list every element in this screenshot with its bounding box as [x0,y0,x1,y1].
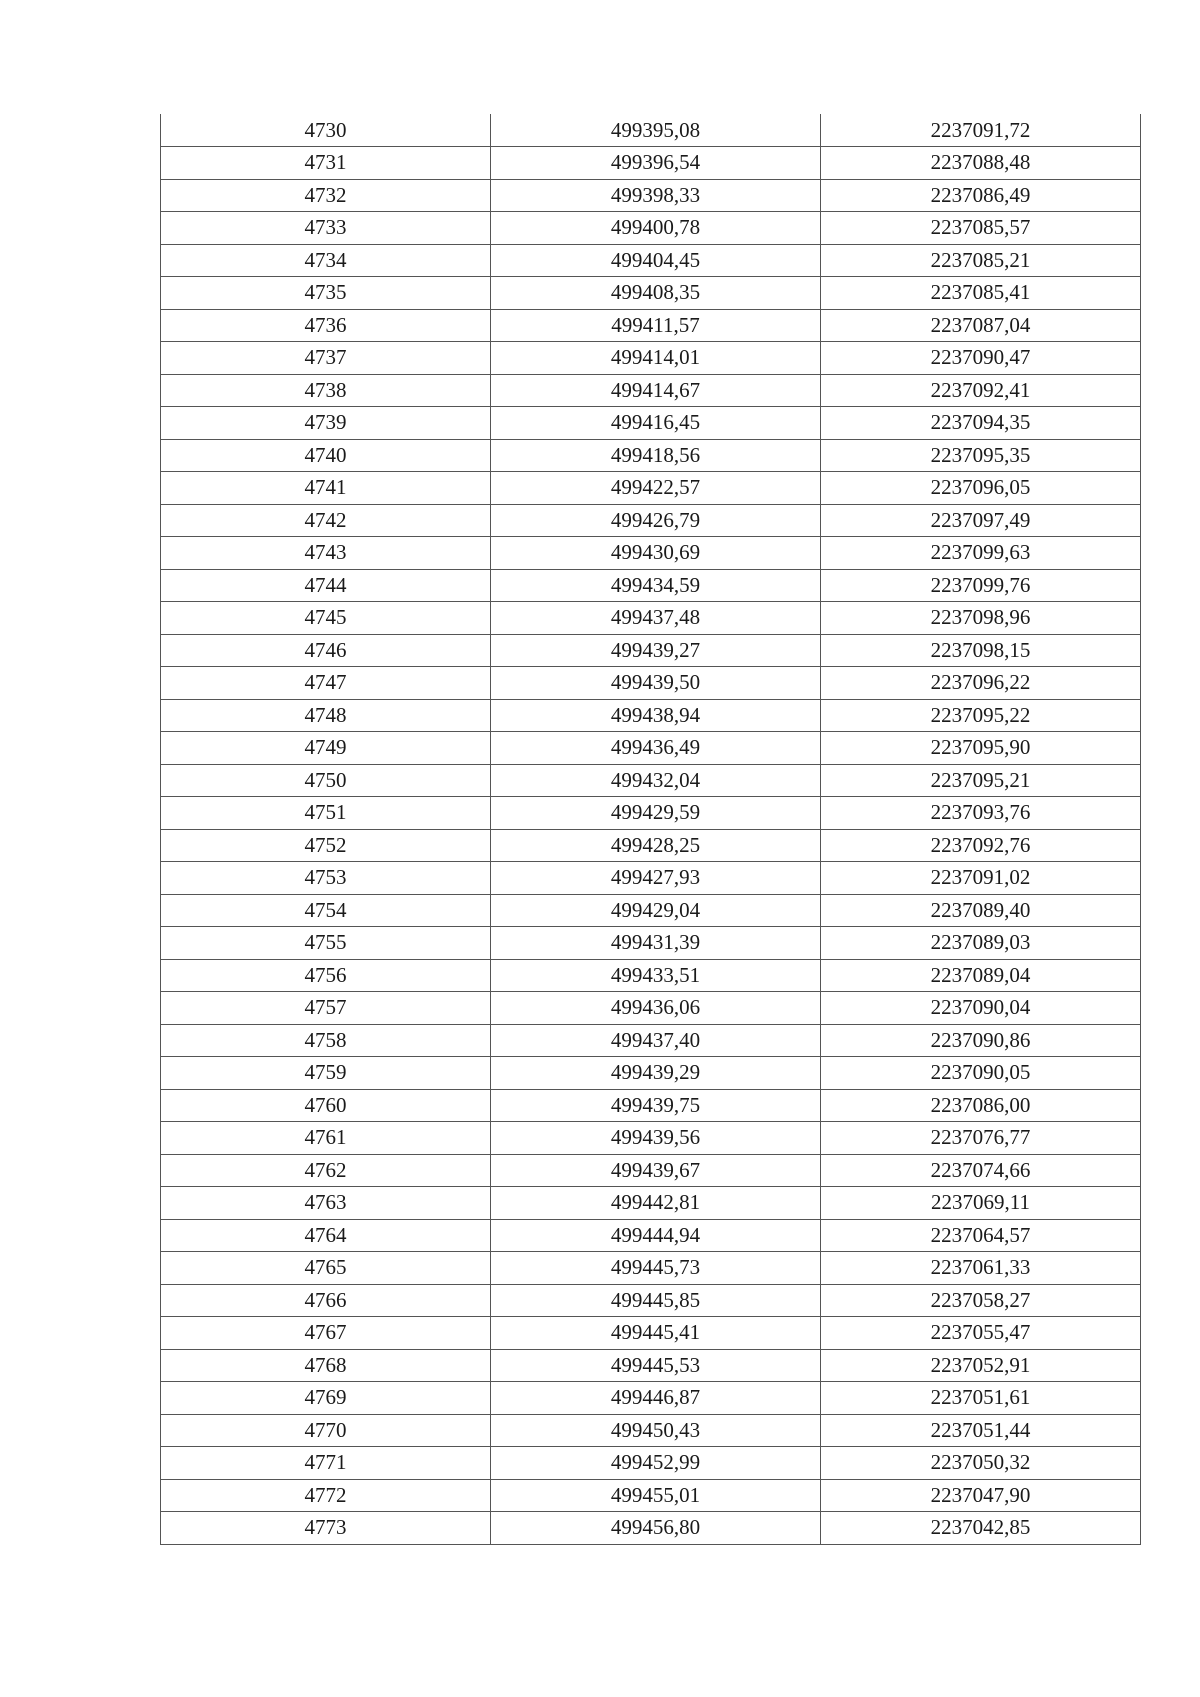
point-number-cell: 4762 [161,1154,491,1187]
y-coordinate-cell: 2237090,05 [821,1057,1141,1090]
x-coordinate-cell: 499439,75 [491,1089,821,1122]
x-coordinate-cell: 499429,59 [491,797,821,830]
table-row [161,407,1141,440]
y-coordinate-cell: 2237086,00 [821,1089,1141,1122]
table-row [161,829,1141,862]
y-coordinate-cell: 2237055,47 [821,1317,1141,1350]
table-row [161,1187,1141,1220]
x-coordinate-cell: 499428,25 [491,829,821,862]
point-number-cell: 4771 [161,1447,491,1480]
x-coordinate-cell: 499396,54 [491,147,821,180]
x-coordinate-cell: 499436,06 [491,992,821,1025]
y-coordinate-cell: 2237089,03 [821,927,1141,960]
table-row [161,1349,1141,1382]
table-row [161,1057,1141,1090]
point-number-cell: 4742 [161,504,491,537]
point-number-cell: 4738 [161,374,491,407]
y-coordinate-cell: 2237052,91 [821,1349,1141,1382]
point-number-cell: 4764 [161,1219,491,1252]
x-coordinate-cell: 499426,79 [491,504,821,537]
point-number-cell: 4750 [161,764,491,797]
y-coordinate-cell: 2237098,96 [821,602,1141,635]
y-coordinate-cell: 2237090,04 [821,992,1141,1025]
coordinates-table-body [161,114,1141,1544]
point-number-cell: 4752 [161,829,491,862]
x-coordinate-cell: 499434,59 [491,569,821,602]
y-coordinate-cell: 2237051,61 [821,1382,1141,1415]
point-number-cell: 4770 [161,1414,491,1447]
x-coordinate-cell: 499414,67 [491,374,821,407]
point-number-cell: 4730 [161,114,491,147]
point-number-cell: 4748 [161,699,491,732]
x-coordinate-cell: 499439,27 [491,634,821,667]
table-row [161,927,1141,960]
y-coordinate-cell: 2237074,66 [821,1154,1141,1187]
table-row [161,309,1141,342]
point-number-cell: 4733 [161,212,491,245]
point-number-cell: 4746 [161,634,491,667]
y-coordinate-cell: 2237042,85 [821,1512,1141,1545]
point-number-cell: 4757 [161,992,491,1025]
y-coordinate-cell: 2237047,90 [821,1479,1141,1512]
x-coordinate-cell: 499446,87 [491,1382,821,1415]
point-number-cell: 4739 [161,407,491,440]
table-row [161,1122,1141,1155]
table-row [161,374,1141,407]
x-coordinate-cell: 499430,69 [491,537,821,570]
x-coordinate-cell: 499436,49 [491,732,821,765]
x-coordinate-cell: 499433,51 [491,959,821,992]
y-coordinate-cell: 2237091,02 [821,862,1141,895]
table-row [161,342,1141,375]
y-coordinate-cell: 2237092,41 [821,374,1141,407]
point-number-cell: 4745 [161,602,491,635]
point-number-cell: 4743 [161,537,491,570]
x-coordinate-cell: 499444,94 [491,1219,821,1252]
point-number-cell: 4760 [161,1089,491,1122]
table-row [161,634,1141,667]
x-coordinate-cell: 499452,99 [491,1447,821,1480]
x-coordinate-cell: 499445,85 [491,1284,821,1317]
point-number-cell: 4751 [161,797,491,830]
y-coordinate-cell: 2237090,86 [821,1024,1141,1057]
x-coordinate-cell: 499429,04 [491,894,821,927]
y-coordinate-cell: 2237099,76 [821,569,1141,602]
x-coordinate-cell: 499439,56 [491,1122,821,1155]
y-coordinate-cell: 2237085,41 [821,277,1141,310]
table-row [161,862,1141,895]
x-coordinate-cell: 499414,01 [491,342,821,375]
point-number-cell: 4759 [161,1057,491,1090]
table-row [161,147,1141,180]
x-coordinate-cell: 499445,73 [491,1252,821,1285]
point-number-cell: 4736 [161,309,491,342]
table-row [161,992,1141,1025]
x-coordinate-cell: 499450,43 [491,1414,821,1447]
point-number-cell: 4734 [161,244,491,277]
x-coordinate-cell: 499456,80 [491,1512,821,1545]
table-row [161,537,1141,570]
coordinates-table [160,114,1141,1545]
y-coordinate-cell: 2237094,35 [821,407,1141,440]
y-coordinate-cell: 2237096,22 [821,667,1141,700]
table-row [161,472,1141,505]
table-row [161,1512,1141,1545]
x-coordinate-cell: 499395,08 [491,114,821,147]
y-coordinate-cell: 2237095,90 [821,732,1141,765]
point-number-cell: 4768 [161,1349,491,1382]
table-row [161,1447,1141,1480]
point-number-cell: 4756 [161,959,491,992]
y-coordinate-cell: 2237095,21 [821,764,1141,797]
table-row [161,764,1141,797]
x-coordinate-cell: 499404,45 [491,244,821,277]
point-number-cell: 4765 [161,1252,491,1285]
point-number-cell: 4763 [161,1187,491,1220]
x-coordinate-cell: 499416,45 [491,407,821,440]
point-number-cell: 4766 [161,1284,491,1317]
x-coordinate-cell: 499437,40 [491,1024,821,1057]
y-coordinate-cell: 2237095,22 [821,699,1141,732]
point-number-cell: 4773 [161,1512,491,1545]
x-coordinate-cell: 499431,39 [491,927,821,960]
y-coordinate-cell: 2237092,76 [821,829,1141,862]
point-number-cell: 4761 [161,1122,491,1155]
x-coordinate-cell: 499445,41 [491,1317,821,1350]
y-coordinate-cell: 2237089,40 [821,894,1141,927]
point-number-cell: 4731 [161,147,491,180]
table-row [161,1414,1141,1447]
point-number-cell: 4735 [161,277,491,310]
y-coordinate-cell: 2237091,72 [821,114,1141,147]
table-row [161,1024,1141,1057]
table-row [161,667,1141,700]
x-coordinate-cell: 499400,78 [491,212,821,245]
y-coordinate-cell: 2237087,04 [821,309,1141,342]
point-number-cell: 4747 [161,667,491,700]
table-row [161,277,1141,310]
point-number-cell: 4744 [161,569,491,602]
table-row [161,1252,1141,1285]
table-row [161,1219,1141,1252]
point-number-cell: 4749 [161,732,491,765]
point-number-cell: 4753 [161,862,491,895]
y-coordinate-cell: 2237058,27 [821,1284,1141,1317]
y-coordinate-cell: 2237093,76 [821,797,1141,830]
table-row [161,114,1141,147]
table-row [161,959,1141,992]
y-coordinate-cell: 2237069,11 [821,1187,1141,1220]
y-coordinate-cell: 2237089,04 [821,959,1141,992]
x-coordinate-cell: 499438,94 [491,699,821,732]
point-number-cell: 4732 [161,179,491,212]
table-row [161,732,1141,765]
y-coordinate-cell: 2237064,57 [821,1219,1141,1252]
table-row [161,1317,1141,1350]
point-number-cell: 4754 [161,894,491,927]
table-row [161,699,1141,732]
point-number-cell: 4767 [161,1317,491,1350]
point-number-cell: 4769 [161,1382,491,1415]
table-row [161,1284,1141,1317]
table-row [161,1089,1141,1122]
x-coordinate-cell: 499411,57 [491,309,821,342]
table-row [161,439,1141,472]
table-row [161,244,1141,277]
point-number-cell: 4740 [161,439,491,472]
y-coordinate-cell: 2237085,57 [821,212,1141,245]
x-coordinate-cell: 499445,53 [491,1349,821,1382]
x-coordinate-cell: 499439,29 [491,1057,821,1090]
point-number-cell: 4772 [161,1479,491,1512]
point-number-cell: 4737 [161,342,491,375]
x-coordinate-cell: 499427,93 [491,862,821,895]
table-row [161,1479,1141,1512]
y-coordinate-cell: 2237098,15 [821,634,1141,667]
table-row [161,797,1141,830]
point-number-cell: 4755 [161,927,491,960]
y-coordinate-cell: 2237051,44 [821,1414,1141,1447]
table-row [161,212,1141,245]
x-coordinate-cell: 499439,67 [491,1154,821,1187]
y-coordinate-cell: 2237086,49 [821,179,1141,212]
x-coordinate-cell: 499418,56 [491,439,821,472]
y-coordinate-cell: 2237097,49 [821,504,1141,537]
table-row [161,602,1141,635]
table-row [161,894,1141,927]
x-coordinate-cell: 499437,48 [491,602,821,635]
y-coordinate-cell: 2237076,77 [821,1122,1141,1155]
y-coordinate-cell: 2237090,47 [821,342,1141,375]
x-coordinate-cell: 499442,81 [491,1187,821,1220]
point-number-cell: 4741 [161,472,491,505]
x-coordinate-cell: 499432,04 [491,764,821,797]
y-coordinate-cell: 2237061,33 [821,1252,1141,1285]
x-coordinate-cell: 499455,01 [491,1479,821,1512]
table-row [161,1154,1141,1187]
table-row [161,504,1141,537]
y-coordinate-cell: 2237085,21 [821,244,1141,277]
x-coordinate-cell: 499422,57 [491,472,821,505]
x-coordinate-cell: 499408,35 [491,277,821,310]
table-row [161,569,1141,602]
x-coordinate-cell: 499398,33 [491,179,821,212]
table-row [161,179,1141,212]
point-number-cell: 4758 [161,1024,491,1057]
y-coordinate-cell: 2237095,35 [821,439,1141,472]
y-coordinate-cell: 2237050,32 [821,1447,1141,1480]
table-row [161,1382,1141,1415]
y-coordinate-cell: 2237099,63 [821,537,1141,570]
x-coordinate-cell: 499439,50 [491,667,821,700]
y-coordinate-cell: 2237096,05 [821,472,1141,505]
y-coordinate-cell: 2237088,48 [821,147,1141,180]
